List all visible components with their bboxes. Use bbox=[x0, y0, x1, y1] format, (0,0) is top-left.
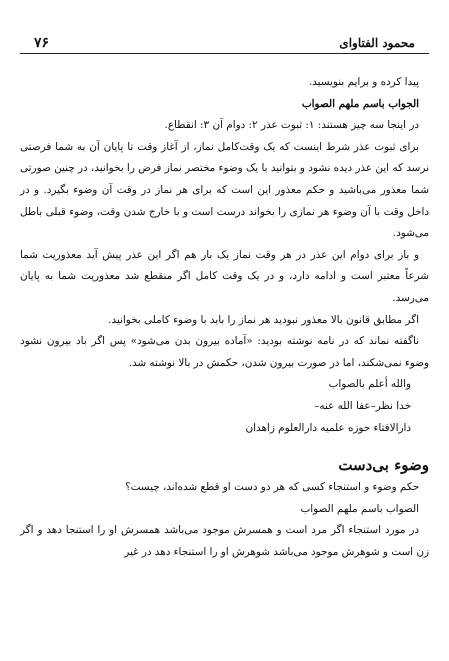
closing-line: والله أعلم بالصواب bbox=[328, 378, 411, 391]
answer-heading-2: الصواب باسم ملهم الصواب bbox=[300, 502, 419, 515]
running-title: محمود الفتاوای bbox=[339, 36, 415, 50]
institution-line: دارالافتاء حوزه علمیه دارالعلوم زاهدان bbox=[245, 421, 411, 434]
paragraph-1: برای ثبوت عذر شرط اینست که یک وقت‌کامل نماز، از آغاز وقت تا پایان آن به شما فرصتی نرسد که این عذر دیده نشود و بتوانید با یک وضوء مختصر نماز فرض را بخوانید، در چنین صورتی شما معذور می‌باشید و حکم معذور این است که برای هر نماز در وقت آن وضوء بگیرد. و در داخل وقت با آن وضوء هر نمازی را بخواند درست است و با خارج شدن وقت، وضوء قبلی باطل می‌شود. bbox=[20, 140, 429, 240]
page-number: ۷۶ bbox=[34, 35, 50, 51]
conditions-line: در اینجا سه چیز هستند: ۱: ثبوت عذر ۲: دوام آن ۳: انقطاع. bbox=[164, 119, 419, 132]
page-body bbox=[20, 72, 429, 563]
intro-line: پیدا کرده و برایم بنویسید. bbox=[308, 76, 419, 88]
paragraph-3: اگر مطابق قانون بالا معذور نبودید هر نماز را باید با وضوء کاملی بخوانید. bbox=[108, 313, 419, 326]
signature-line: خدا نظر–عفا الله عنه– bbox=[314, 399, 411, 412]
paragraph-5: در مورد استنجاء اگر مرد است و همسرش موجود می‌باشد همسرش او را استنجا دهد و اگر زن است و شوهرش موجود می‌باشد شوهرش او را استنجاء دهد در غیر bbox=[20, 524, 429, 558]
question-line: حکم وضوء و استنجاء کسی که هر دو دست او قطع شده‌اند، چیست؟ bbox=[125, 481, 419, 494]
section-title: وضوء بی‌دست bbox=[338, 456, 429, 475]
paragraph-2: و باز برای دوام این عذر در هر وقت نماز یک بار هم اگر این عذر پیش آید معذوریت شما شرعاً معتبر است و ادامه دارد، و در یک وقت کامل اگر منقطع شد معذوریت شما به پایان می‌رسد. bbox=[20, 248, 429, 304]
paragraph-4: ناگفته نماند که در نامه نوشته بودید: «آماده بیرون بدن می‌شود» پس اگر باد بیرون نشود وضوء نمی‌شکند، اما در صورت بیرون شدن، حکمش در بالا نوشته شد. bbox=[20, 335, 429, 369]
page-header bbox=[20, 31, 429, 54]
answer-heading: الجواب باسم ملهم الصواب bbox=[301, 97, 419, 110]
